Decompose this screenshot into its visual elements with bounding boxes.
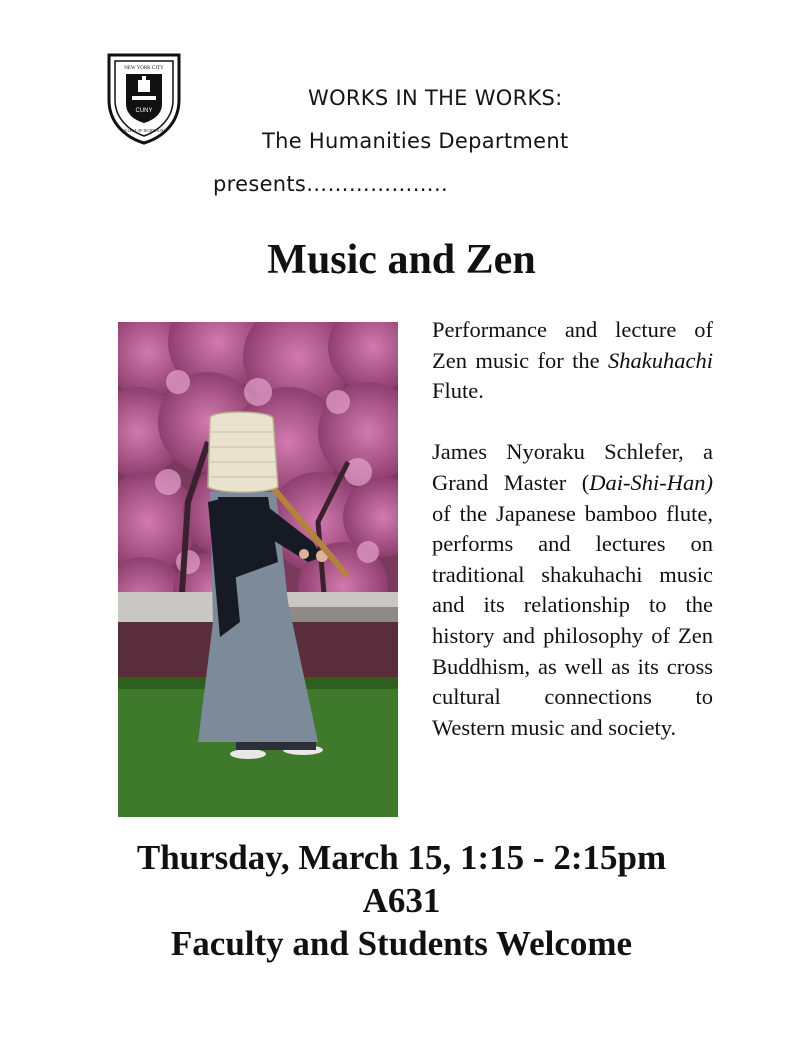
description-p2-italic: Dai-Shi-Han) — [589, 469, 713, 495]
event-datetime: Thursday, March 15, 1:15 - 2:15pm — [136, 838, 667, 877]
header-line-3: presents……………….. — [213, 172, 448, 196]
header-line-1: WORKS IN THE WORKS: — [308, 86, 563, 110]
description-p1-italic: Shakuhachi — [608, 347, 713, 373]
description-p2-text: James Nyoraku Schlefer, a Grand Master ( — [432, 439, 713, 495]
seal-center-text: CUNY — [135, 108, 153, 114]
event-title: Music and Zen — [267, 237, 536, 283]
description-paragraph-1 — [432, 315, 713, 407]
description-p2-tail: of the Japanese bamboo flute, performs and lectures on traditional shakuhachi music and its relationship to the history and philosophy of Zen Buddhism, as well as its cross cultural connections to Western music and society. — [432, 500, 713, 740]
description-p1-tail: Flute. — [432, 378, 484, 404]
description-paragraph-2 — [432, 437, 713, 743]
college-seal-logo — [106, 52, 182, 146]
description-p1-text: Performance and lecture of Zen music for the — [432, 317, 713, 373]
header-line-2: The Humanities Department — [262, 129, 569, 153]
event-description — [432, 315, 713, 743]
event-room: A631 — [362, 881, 441, 920]
seal-top-text: NEW YORK CITY — [124, 66, 164, 71]
performer-photo — [118, 322, 398, 817]
seal-ring-text: COLLEGE OF TECHNOLOGY — [120, 129, 168, 133]
event-audience: Faculty and Students Welcome — [170, 924, 633, 963]
